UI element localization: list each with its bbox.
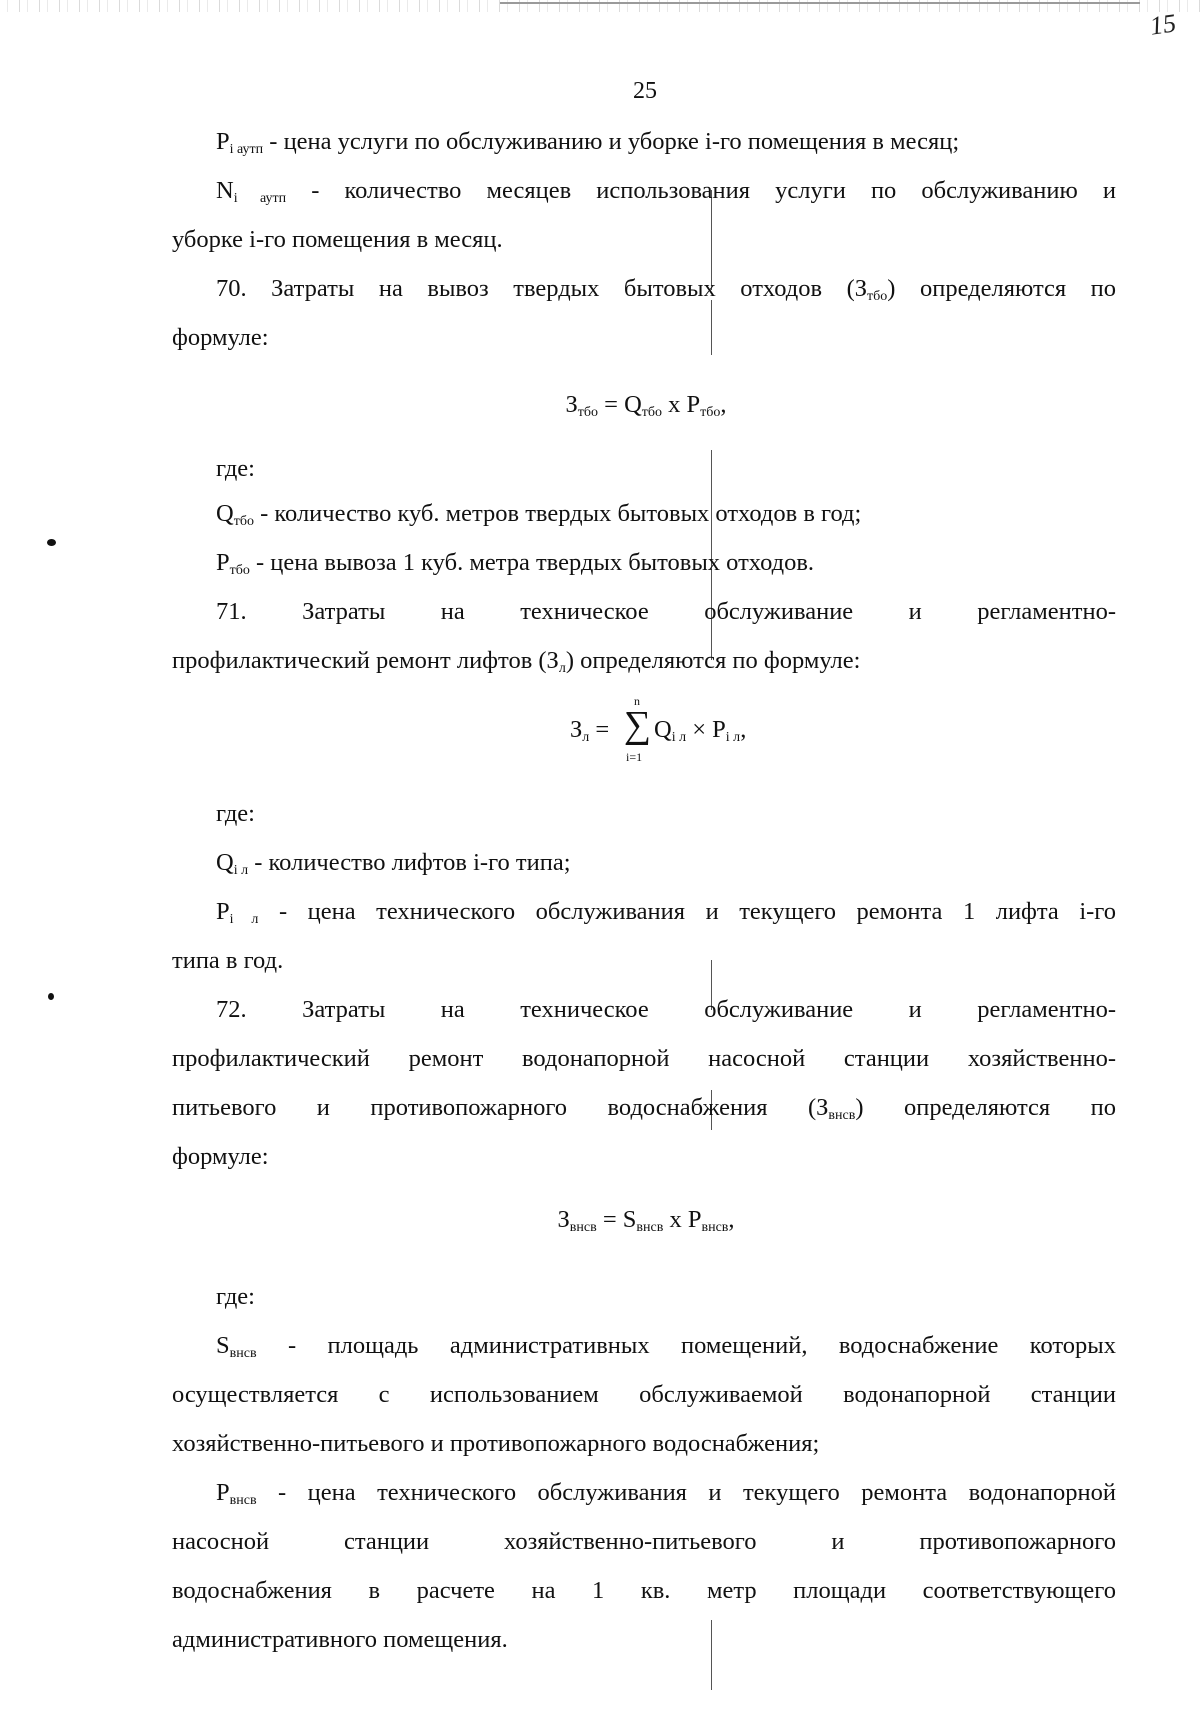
definition-s-vnsv-line2: осуществляется с использованием обслуживаемой водонапорной станции xyxy=(172,1381,1116,1408)
definition-s-vnsv: $S_{внсв}$ - площадь административных помещений, водоснабжение которых xyxy=(216,1332,1116,1361)
document-body xyxy=(172,117,1116,1664)
definition-p-i-autp: $P_{i аутп}$ - цена услуги по обслуживанию и уборке i-го помещения в месяц; xyxy=(216,128,960,157)
formula-71-rhs: $Q_{i л} \times P_{i л}$, xyxy=(654,716,747,745)
formula-72: $З_{внсв} = S_{внсв}$ x $P_{внсв}$, xyxy=(557,1206,735,1235)
definition-p-il-cont: типа в год. xyxy=(172,947,284,974)
paragraph-72-cont: формуле: xyxy=(172,1143,269,1170)
paragraph-70: 70. Затраты на вывоз твердых бытовых отходов $(З_{тбо})$ определяются по xyxy=(216,275,1116,304)
sigma-symbol: ∑ xyxy=(624,704,652,746)
formula-70: $З_{тбо} = Q_{тбо}$ x $P_{тбо}$, xyxy=(565,391,727,420)
definition-p-vnsv-line4: административного помещения. xyxy=(172,1626,508,1653)
definition-p-tbo: $P_{тбо}$ - цена вывоза 1 куб. метра твердых бытовых отходов. xyxy=(216,549,815,578)
definition-s-vnsv-line3: хозяйственно-питьевого и противопожарного водоснабжения; xyxy=(172,1430,820,1457)
scan-speck xyxy=(48,993,54,1000)
where-label: где: xyxy=(216,455,255,482)
paragraph-71: 71. Затраты на техническое обслуживание и регламентно- xyxy=(216,598,1116,625)
paragraph-71-cont: профилактический ремонт лифтов $(З_л)$ определяются по формуле: xyxy=(172,647,861,676)
where-label: где: xyxy=(216,800,255,827)
formula-71 xyxy=(172,693,1116,789)
definition-q-il: $Q_{i л}$ - количество лифтов i-го типа; xyxy=(216,849,571,878)
sum-lower-limit: i=1 xyxy=(626,750,643,764)
definition-p-il: $P_{i л}$ - цена технического обслуживания и текущего ремонта 1 лифта i-го xyxy=(216,898,1116,927)
definition-n-i-autp: $N_{i аутп}$ - количество месяцев использования услуги по обслуживанию и xyxy=(216,177,1116,206)
scan-speck xyxy=(47,539,56,546)
definition-q-tbo: $Q_{тбо}$ - количество куб. метров твердых бытовых отходов в год; xyxy=(216,500,862,529)
sum-formula xyxy=(570,693,790,789)
definition-n-i-autp-cont: уборке i-го помещения в месяц. xyxy=(172,226,503,253)
definition-p-vnsv-line3: водоснабжения в расчете на 1 кв. метр площади соответствующего xyxy=(172,1577,1116,1604)
definition-p-vnsv: $P_{внсв}$ - цена технического обслуживания и текущего ремонта водонапорной xyxy=(216,1479,1116,1508)
formula-71-lhs: $З_л$ = xyxy=(570,716,610,745)
sum-upper-limit: n xyxy=(634,694,640,708)
paragraph-72-line3: питьевого и противопожарного водоснабжения $(З_{внсв})$ определяются по xyxy=(172,1094,1116,1123)
definition-p-vnsv-line2: насосной станции хозяйственно-питьевого и противопожарного xyxy=(172,1528,1116,1555)
scan-edge-line xyxy=(500,2,1140,4)
page-number: 25 xyxy=(633,78,657,104)
paragraph-72: 72. Затраты на техническое обслуживание и регламентно- xyxy=(216,996,1116,1023)
handwritten-sheet-number: 15 xyxy=(1148,8,1178,41)
paragraph-70-cont: формуле: xyxy=(172,324,269,351)
where-label: где: xyxy=(216,1283,255,1310)
paragraph-72-line2: профилактический ремонт водонапорной насосной станции хозяйственно- xyxy=(172,1045,1116,1072)
